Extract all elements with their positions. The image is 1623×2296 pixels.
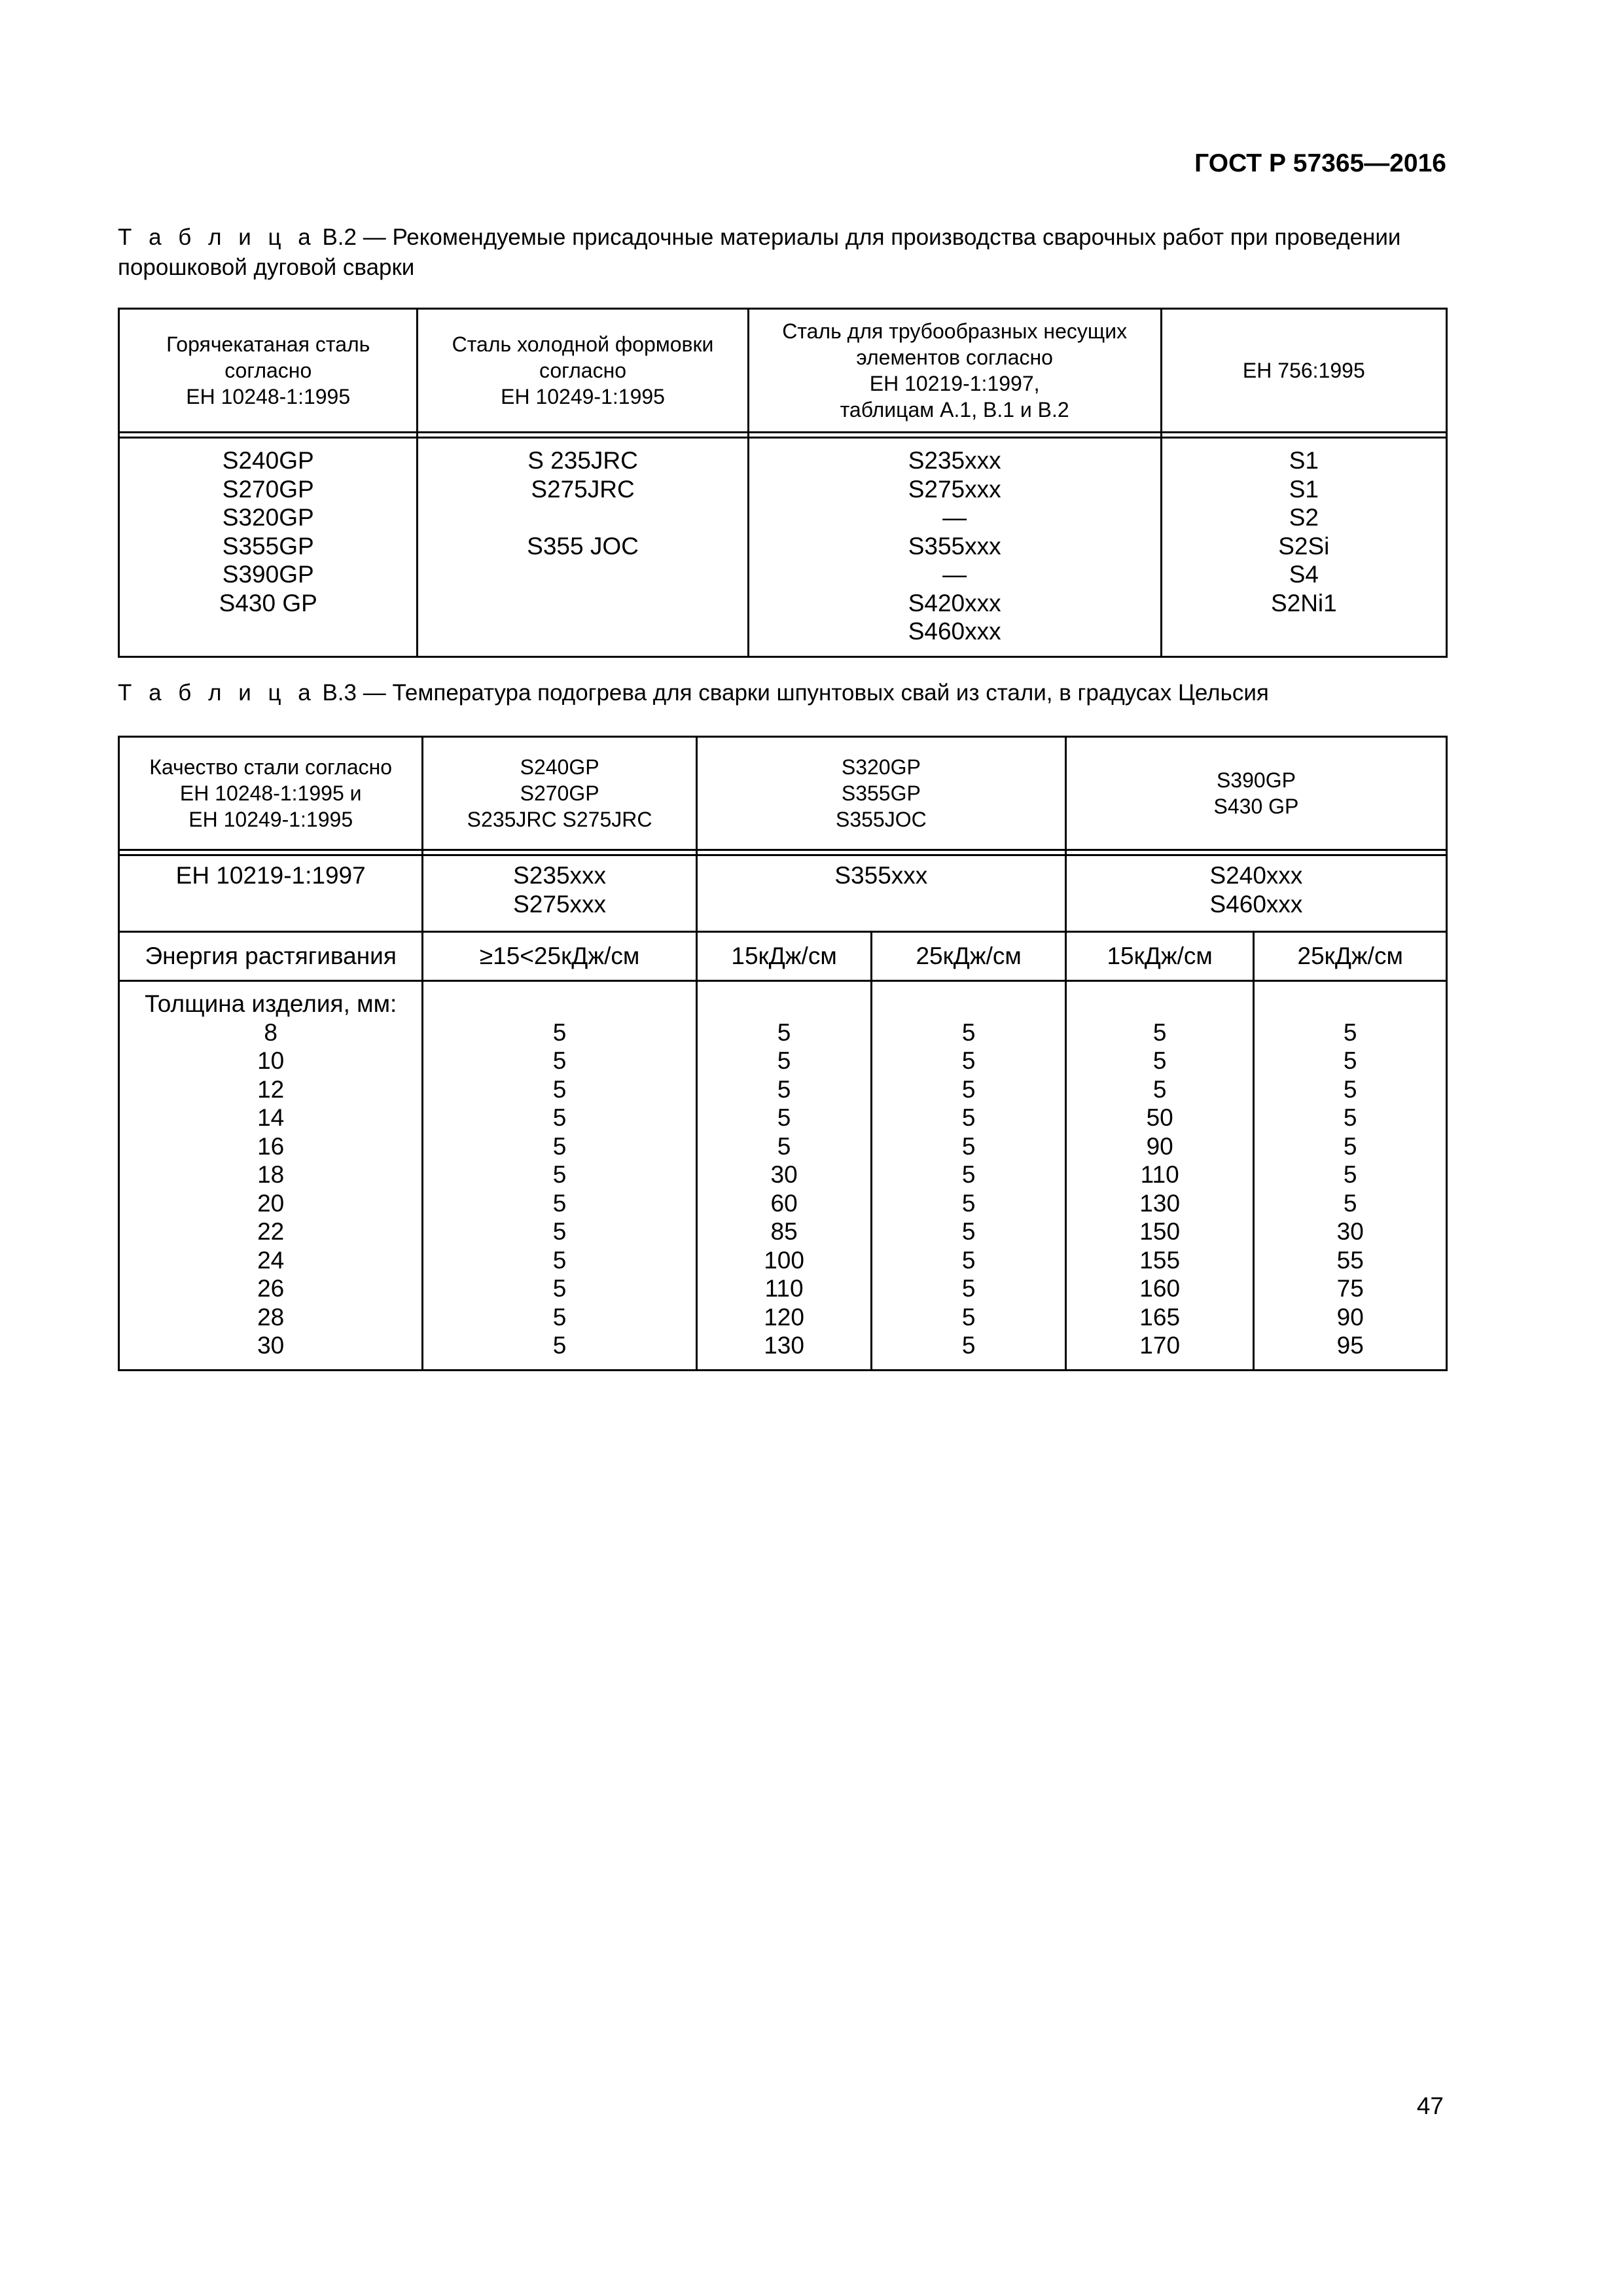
- tubular-grades: S235xxx S275xxx — S355xxx — S420xxx S460xxx: [748, 438, 1161, 657]
- temperature-column: [1254, 981, 1447, 1371]
- table-b2: [118, 308, 1448, 658]
- header-cold-formed: Сталь холодной формовки согласно ЕН 10249-1:1995: [418, 309, 748, 433]
- thickness-cell: [119, 981, 423, 1371]
- thickness-label: Толщина изделия, мм:: [145, 990, 397, 1017]
- header-tubular: Сталь для трубообразных несущих элементов согласно ЕН 10219-1:1997, таблицам А.1, В.1 и В.2: [748, 309, 1161, 433]
- table-b3-caption: [118, 678, 1446, 708]
- header-separator: [119, 850, 1447, 855]
- page-number: 47: [1416, 2092, 1444, 2119]
- hot-rolled-grades: S240GP S270GP S320GP S355GP S390GP S430 GP: [119, 438, 418, 657]
- header-group-1: S240GP S270GP S235JRC S275JRC: [423, 737, 696, 850]
- temperature-column: [872, 981, 1066, 1371]
- temperature-values: 5 5 5 5 5 5 5 5 5 5 5 5: [552, 1018, 567, 1359]
- standard-group-1: S235xxx S275xxx: [423, 855, 696, 932]
- temperature-values: 5 5 5 5 5 30 60 85 100 110 120 130: [764, 1018, 804, 1359]
- caption-text: В.3 — Температура подогрева для сварки шпунтовых свай из стали, в градусах Цельсия: [315, 680, 1269, 706]
- table-row: [119, 438, 1447, 657]
- caption-text: В.2 — Рекомендуемые присадочные материалы для производства сварочных работ при проведении порошковой дуговой сварки: [118, 224, 1401, 280]
- filler-materials: S1 S1 S2 S2Si S4 S2Ni1: [1161, 438, 1446, 657]
- table-row: [119, 981, 1447, 1371]
- caption-label: Т а б л и ц а: [118, 224, 316, 250]
- thickness-values: 8 10 12 14 16 18 20 22 24 26 28 30: [257, 1018, 285, 1359]
- standard-group-2: S355xxx: [696, 855, 1065, 932]
- header-separator: [119, 433, 1447, 438]
- header-group-2: S320GP S355GP S355JOC: [696, 737, 1065, 850]
- header-hot-rolled: Горячекатаная сталь согласно ЕН 10248-1:1995: [119, 309, 418, 433]
- temperature-column: [1065, 981, 1254, 1371]
- table-b2-caption: [118, 223, 1446, 283]
- document-id: ГОСТ Р 57365—2016: [1194, 149, 1446, 177]
- energy-value: 25кДж/см: [872, 932, 1066, 981]
- temperature-values: 5 5 5 50 90 110 130 150 155 160 165 170: [1139, 1018, 1181, 1359]
- table-header-row: [119, 737, 1447, 850]
- energy-value: ≥15<25кДж/см: [423, 932, 696, 981]
- standard-label: ЕН 10219-1:1997: [119, 855, 423, 932]
- temperature-column: [696, 981, 872, 1371]
- energy-value: 15кДж/см: [1065, 932, 1254, 981]
- table-header-row: [119, 309, 1447, 433]
- temperature-values: 5 5 5 5 5 5 5 5 5 5 5 5: [961, 1018, 976, 1359]
- table-b3: [118, 736, 1448, 1371]
- temperature-column: [423, 981, 696, 1371]
- table-row: [119, 855, 1447, 932]
- energy-value: 15кДж/см: [696, 932, 872, 981]
- header-group-3: S390GP S430 GP: [1065, 737, 1446, 850]
- header-en756: ЕН 756:1995: [1161, 309, 1446, 433]
- energy-value: 25кДж/см: [1254, 932, 1447, 981]
- standard-group-3: S240xxx S460xxx: [1065, 855, 1446, 932]
- caption-label: Т а б л и ц а: [118, 680, 316, 706]
- temperature-values: 5 5 5 5 5 5 5 30 55 75 90 95: [1336, 1018, 1364, 1359]
- cold-formed-grades: S 235JRC S275JRC S355 JOC: [418, 438, 748, 657]
- table-row: [119, 932, 1447, 981]
- header-steel-quality: Качество стали согласно ЕН 10248-1:1995 и ЕН 10249-1:1995: [119, 737, 423, 850]
- energy-label: Энергия растягивания: [119, 932, 423, 981]
